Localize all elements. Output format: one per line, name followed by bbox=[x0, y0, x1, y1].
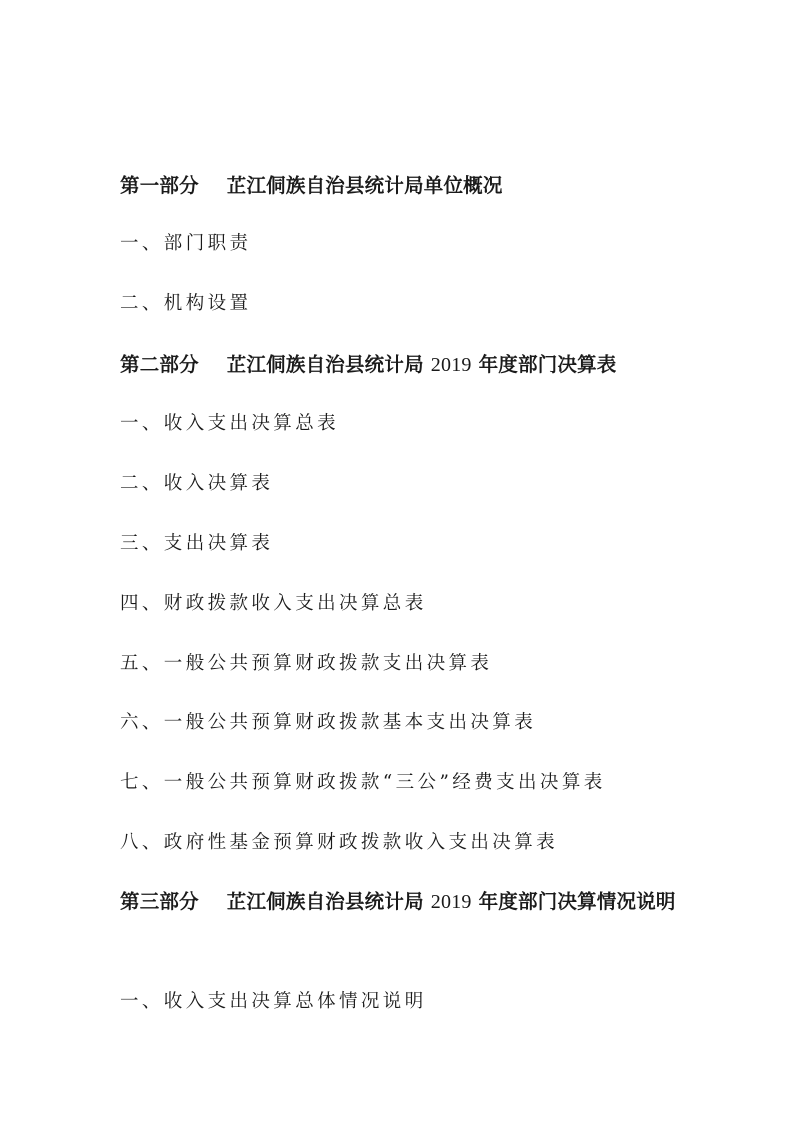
part-1-prefix: 第一部分 bbox=[120, 174, 199, 197]
toc-item: 八、政府性基金预算财政拨款收入支出决算表 bbox=[120, 832, 559, 853]
part-3-org: 芷江侗族自治县统计局 bbox=[226, 890, 424, 913]
toc-item: 五、一般公共预算财政拨款支出决算表 bbox=[120, 653, 493, 674]
part-2-title-rest: 年度部门决算表 bbox=[478, 353, 617, 376]
toc-item: 一、收入支出决算总体情况说明 bbox=[120, 991, 427, 1012]
toc-item: 一、收入支出决算总表 bbox=[120, 413, 340, 434]
toc-item: 二、收入决算表 bbox=[120, 473, 274, 494]
toc-item: 六、一般公共预算财政拨款基本支出决算表 bbox=[120, 712, 537, 733]
toc-item: 三、支出决算表 bbox=[120, 533, 274, 554]
toc-item: 七、一般公共预算财政拨款“三公”经费支出决算表 bbox=[120, 772, 606, 793]
toc-item: 一、部门职责 bbox=[120, 233, 252, 254]
toc-item: 四、财政拨款收入支出决算总表 bbox=[120, 593, 427, 614]
part-2-prefix: 第二部分 bbox=[120, 353, 199, 376]
part-2-org: 芷江侗族自治县统计局 bbox=[226, 353, 424, 376]
toc-item: 二、机构设置 bbox=[120, 293, 252, 314]
part-1-heading bbox=[120, 176, 503, 196]
part-3-prefix: 第三部分 bbox=[120, 890, 199, 913]
part-2-heading bbox=[120, 355, 617, 375]
part-2-year: 2019 bbox=[430, 354, 472, 376]
part-1-title: 芷江侗族自治县统计局单位概况 bbox=[226, 174, 503, 197]
part-3-title-rest: 年度部门决算情况说明 bbox=[478, 890, 676, 913]
part-3-heading bbox=[120, 878, 680, 926]
part-3-year: 2019 bbox=[430, 891, 472, 913]
